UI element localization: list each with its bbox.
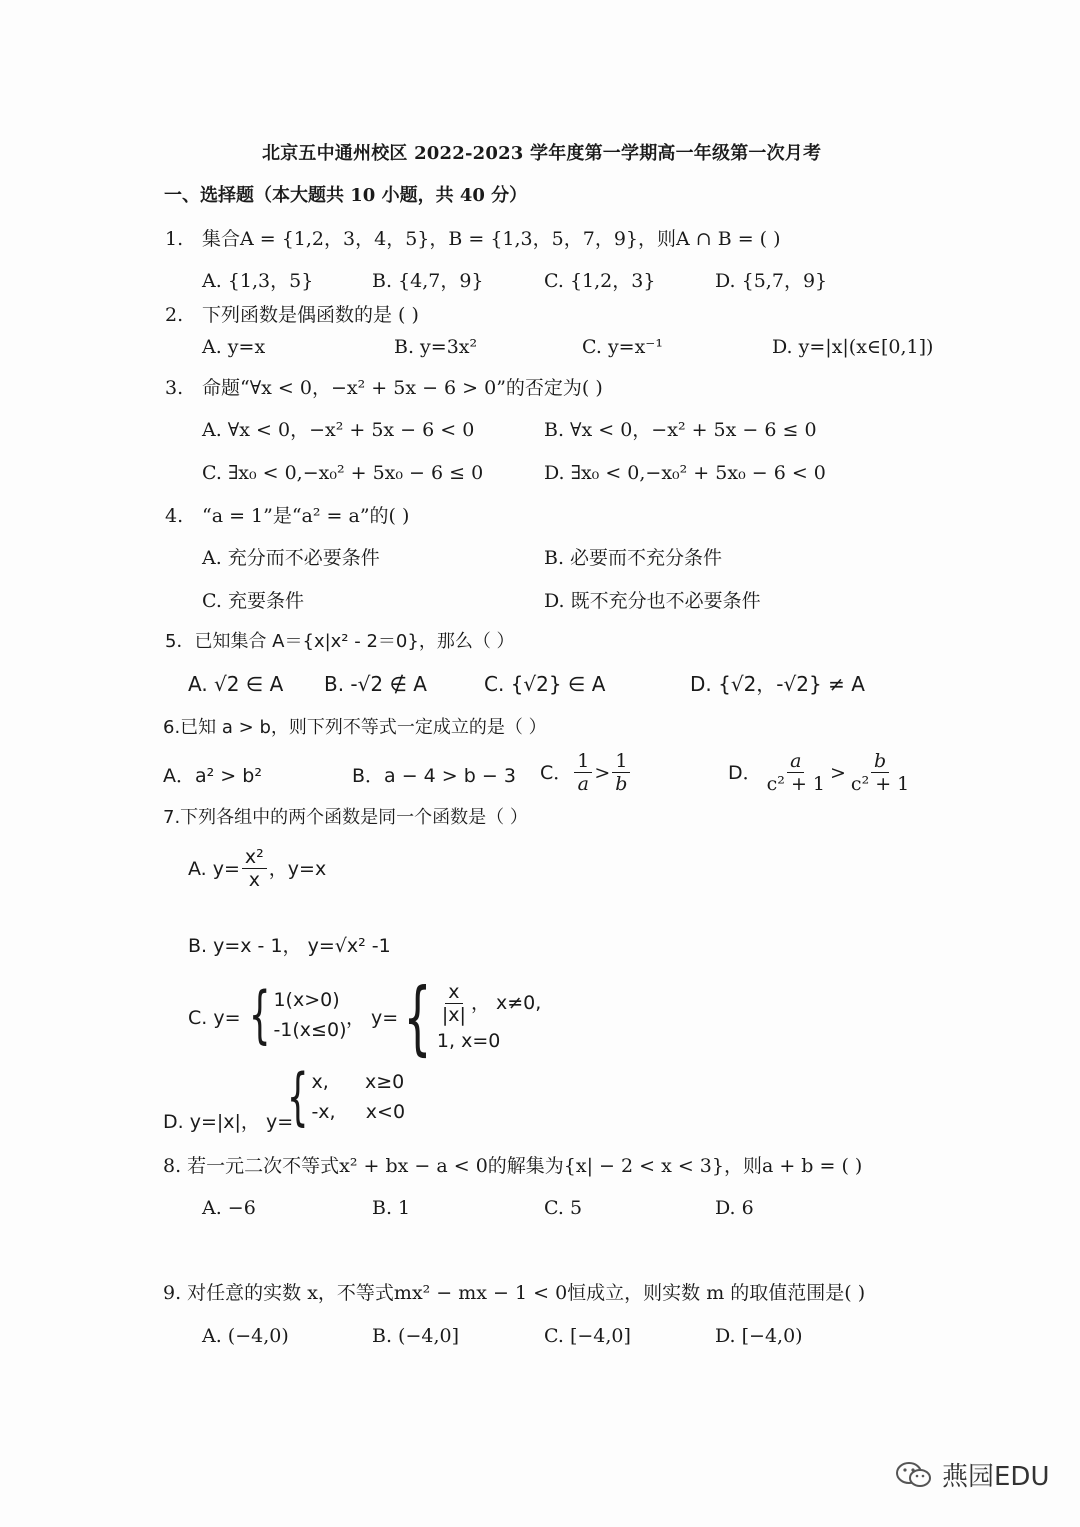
q7-d-brace: { <box>286 1060 309 1133</box>
q5-option-b: B. -√2 ∉ A <box>324 672 427 696</box>
q6-c-den2: b <box>615 773 628 795</box>
q2-option-b: B. y=3x² <box>394 336 478 358</box>
q6-option-d-label: D． <box>728 761 762 784</box>
q3-option-c: C. ∃x₀ < 0,−x₀² + 5x₀ − 6 ≤ 0 <box>202 462 484 484</box>
q7-option-d-label: D. y=|x|， y= <box>163 1111 294 1133</box>
q3-option-a: A. ∀x < 0，−x² + 5x − 6 < 0 <box>202 419 475 441</box>
q7-c-case4: 1, x=0 <box>436 1029 501 1052</box>
q7-c-brace-2: { <box>403 971 432 1064</box>
q6-d-num2: b <box>871 750 889 773</box>
q7-a-rest: ，y=x <box>268 857 327 880</box>
q6-option-c-fraction-1 <box>574 750 592 795</box>
q7-stem: 7.下列各组中的两个函数是同一个函数是（ ） <box>163 807 528 828</box>
q7-option-c-piecewise-2 <box>392 971 542 1064</box>
q7-d-case1: x, x≥0 <box>311 1071 405 1093</box>
q3-option-d: D. ∃x₀ < 0,−x₀² + 5x₀ − 6 < 0 <box>544 462 826 484</box>
q8-option-d: D. 6 <box>715 1197 754 1219</box>
wechat-icon <box>894 1460 934 1490</box>
q6-option-d-fraction-2 <box>848 750 912 795</box>
q6-option-c-fraction-2 <box>612 750 630 795</box>
q4-number: 4. <box>165 505 184 527</box>
q7-c-case1: 1(x>0) <box>273 989 340 1011</box>
q8-option-a: A. −6 <box>202 1197 256 1219</box>
q5-option-c: C. {√2} ∈ A <box>484 672 606 696</box>
q7-d-case2: -x, x<0 <box>311 1101 406 1123</box>
q7-option-c-label: C. y= <box>188 1007 241 1029</box>
q7-a-label: A. y= <box>188 857 240 880</box>
q9-option-a: A. (−4,0) <box>202 1325 289 1347</box>
q4-option-d: D. 既不充分也不必要条件 <box>544 590 761 612</box>
q6-option-d-fraction-1 <box>764 750 828 795</box>
q5-stem: 5．已知集合 A＝{x|x² - 2＝0}，那么（ ） <box>165 631 515 652</box>
exam-title: 北京五中通州校区 2022-2023 学年度第一学期高一年级第一次月考 <box>262 143 822 164</box>
q7-c-case3: ， x≠0, <box>470 992 542 1014</box>
q6-d-gt: > <box>830 761 846 784</box>
q7-c-brace-1: { <box>248 978 271 1051</box>
q7-option-d-piecewise <box>278 1060 406 1133</box>
q6-d-num1: a <box>787 750 804 773</box>
q5-option-d: D. {√2，-√2} ≠ A <box>690 672 865 696</box>
q7-a-fraction <box>242 846 267 891</box>
q8-option-b: B. 1 <box>372 1197 411 1219</box>
q8-stem: 8. 若一元二次不等式x² + bx − a < 0的解集为{x| − 2 < x < 3}，则a + b = ( ) <box>163 1155 863 1177</box>
q6-d-den1: c² + 1 <box>766 773 825 795</box>
q6-option-b: B．a − 4 > b − 3 <box>352 765 516 787</box>
q4-option-a: A. 充分而不必要条件 <box>202 547 380 569</box>
q7-c-case2: -1(x≤0) <box>273 1019 347 1041</box>
q3-number: 3. <box>165 377 184 399</box>
q4-option-b: B. 必要而不充分条件 <box>544 547 723 569</box>
q7-c-frac-den: |x| <box>441 1003 466 1026</box>
q6-option-a: A．a² > b² <box>163 765 262 787</box>
q2-option-c: C. y=x⁻¹ <box>582 336 663 358</box>
watermark-text: 燕园EDU <box>942 1462 1050 1492</box>
q7-c-case-frac-row <box>437 981 541 1026</box>
q6-stem: 6.已知 a > b，则下列不等式一定成立的是（ ） <box>163 717 547 738</box>
q7-c-mid: ， y= <box>346 1007 399 1029</box>
q7-option-a <box>188 846 326 891</box>
q7-a-den: x <box>248 869 260 891</box>
q1-option-b: B. {4,7，9} <box>372 270 484 292</box>
q3-option-b: B. ∀x < 0，−x² + 5x − 6 ≤ 0 <box>544 419 817 441</box>
q6-c-gt: > <box>594 761 611 784</box>
watermark <box>894 1456 1049 1493</box>
q1-option-c: C. {1,2，3} <box>544 270 656 292</box>
q7-a-num: x² <box>242 846 267 869</box>
q9-stem: 9. 对任意的实数 x，不等式mx² − mx − 1 < 0恒成立，则实数 m 的取值范围是( ) <box>163 1282 866 1304</box>
q1-stem: 集合A = {1,2，3，4，5}，B = {1,3，5，7，9}，则A ∩ B = ( ) <box>202 228 781 250</box>
q6-d-den2: c² + 1 <box>850 773 910 795</box>
q3-stem: 命题“∀x < 0，−x² + 5x − 6 > 0”的否定为( ) <box>202 377 603 399</box>
q1-option-a: A. {1,3，5} <box>202 270 314 292</box>
q5-option-a: A. √2 ∈ A <box>188 672 284 696</box>
q2-number: 2. <box>165 304 184 326</box>
q7-c-fraction <box>439 981 469 1026</box>
q7-c-frac-num: x <box>445 981 462 1004</box>
q1-number: 1. <box>165 228 184 250</box>
q2-option-d: D. y=|x|(x∈[0,1]) <box>772 336 934 358</box>
q6-option-c-label: C． <box>540 761 573 784</box>
q4-option-c: C. 充要条件 <box>202 590 304 612</box>
section-heading: 一、选择题（本大题共 10 小题，共 40 分） <box>164 185 528 206</box>
q6-option-d <box>728 750 914 795</box>
q9-option-d: D. [−4,0) <box>715 1325 803 1347</box>
q6-c-den1: a <box>577 773 589 795</box>
q7-option-c-piecewise-1 <box>240 978 347 1051</box>
q6-c-num2: 1 <box>612 750 630 773</box>
q9-option-c: C. [−4,0] <box>544 1325 631 1347</box>
q6-option-c <box>540 750 632 795</box>
q9-option-b: B. (−4,0] <box>372 1325 460 1347</box>
q2-option-a: A. y=x <box>202 336 266 358</box>
q8-option-c: C. 5 <box>544 1197 583 1219</box>
q1-option-d: D. {5,7，9} <box>715 270 828 292</box>
q6-c-num1: 1 <box>574 750 592 773</box>
q2-stem: 下列函数是偶函数的是 ( ) <box>202 304 419 326</box>
q4-stem: “a = 1”是“a² = a”的( ) <box>202 505 410 527</box>
q7-option-b: B. y=x - 1， y=√x² -1 <box>188 935 391 957</box>
